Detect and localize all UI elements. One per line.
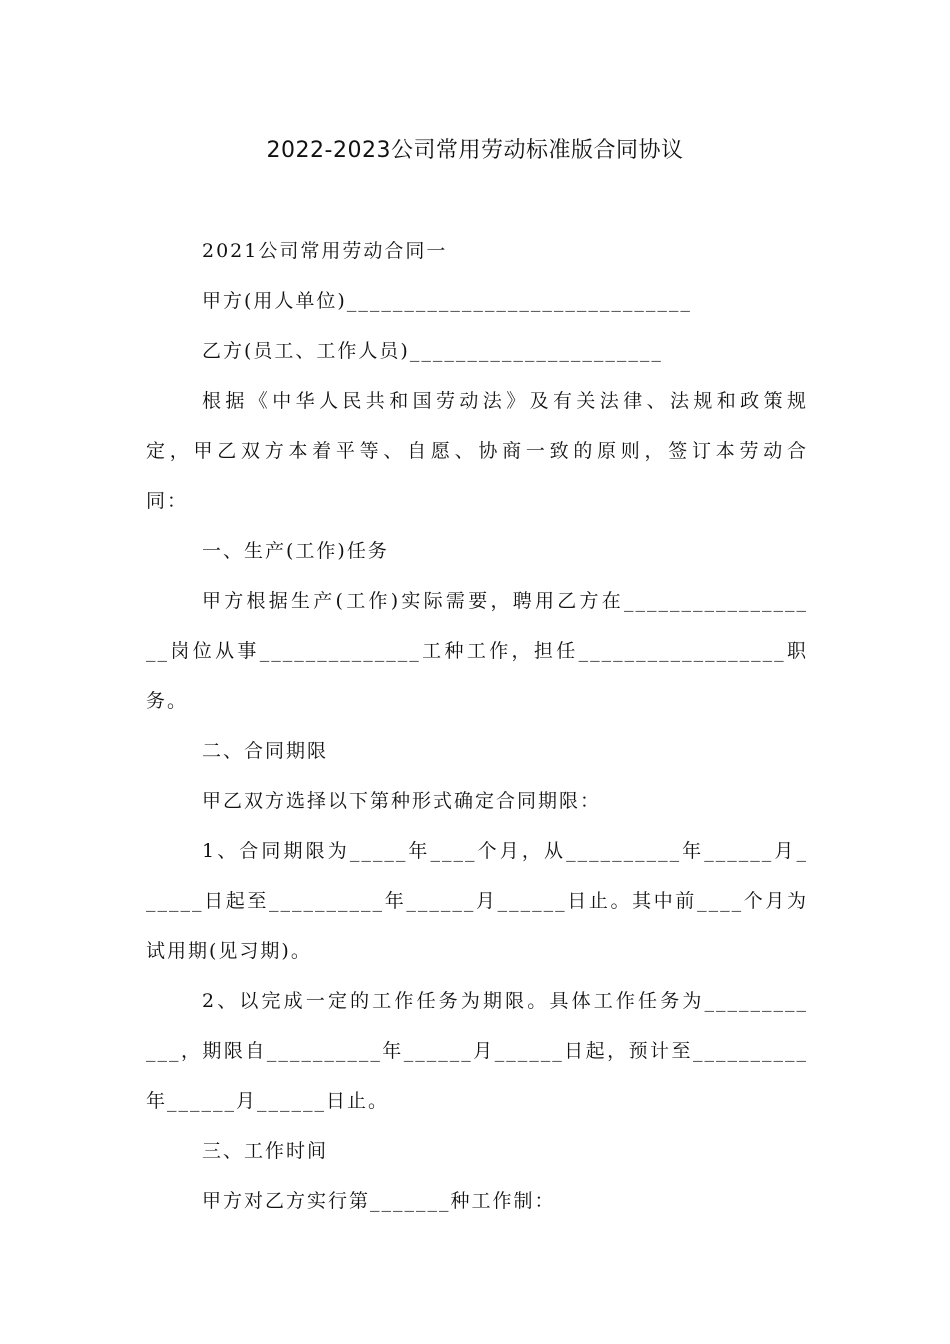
contract-heading: 2021公司常用劳动合同一 <box>202 240 448 262</box>
section-2-heading: 二、合同期限 <box>202 740 329 762</box>
term-option-1-line-2: _____日起至__________年______月______日止。其中前____个月为 <box>146 890 808 912</box>
document-title: 2022-2023公司常用劳动标准版合同协议 <box>266 138 684 163</box>
section-3-heading: 三、工作时间 <box>202 1140 329 1162</box>
section-1-line-2: __岗位从事______________工种工作，担任__________________职 <box>146 640 808 662</box>
term-option-2-line-1: 2、以完成一定的工作任务为期限。具体工作任务为_________ <box>202 990 808 1012</box>
section-1-line-1: 甲方根据生产(工作)实际需要，聘用乙方在________________ <box>202 590 808 612</box>
preamble-line-3: 同： <box>146 490 189 512</box>
term-option-2-line-2: ___，期限自__________年______月______日起，预计至__________ <box>146 1040 808 1062</box>
section-1-line-3: 务。 <box>146 690 189 712</box>
party-b-line: 乙方(员工、工作人员)______________________ <box>202 340 663 362</box>
term-option-1-line-3: 试用期(见习期)。 <box>146 940 312 962</box>
term-option-2-line-3: 年______月______日止。 <box>146 1090 390 1112</box>
party-a-line: 甲方(用人单位)______________________________ <box>202 290 692 312</box>
term-option-1-line-1: 1、合同期限为_____年____个月，从__________年______月_ <box>202 840 808 862</box>
preamble-line-2: 定，甲乙双方本着平等、自愿、协商一致的原则，签订本劳动合 <box>146 440 808 462</box>
section-1-heading: 一、生产(工作)任务 <box>202 540 389 562</box>
preamble-line-1: 根据《中华人民共和国劳动法》及有关法律、法规和政策规 <box>202 390 808 412</box>
section-3-line-1: 甲方对乙方实行第_______种工作制： <box>202 1190 556 1212</box>
document-body <box>146 226 808 1226</box>
section-2-intro: 甲乙双方选择以下第种形式确定合同期限： <box>202 790 602 812</box>
